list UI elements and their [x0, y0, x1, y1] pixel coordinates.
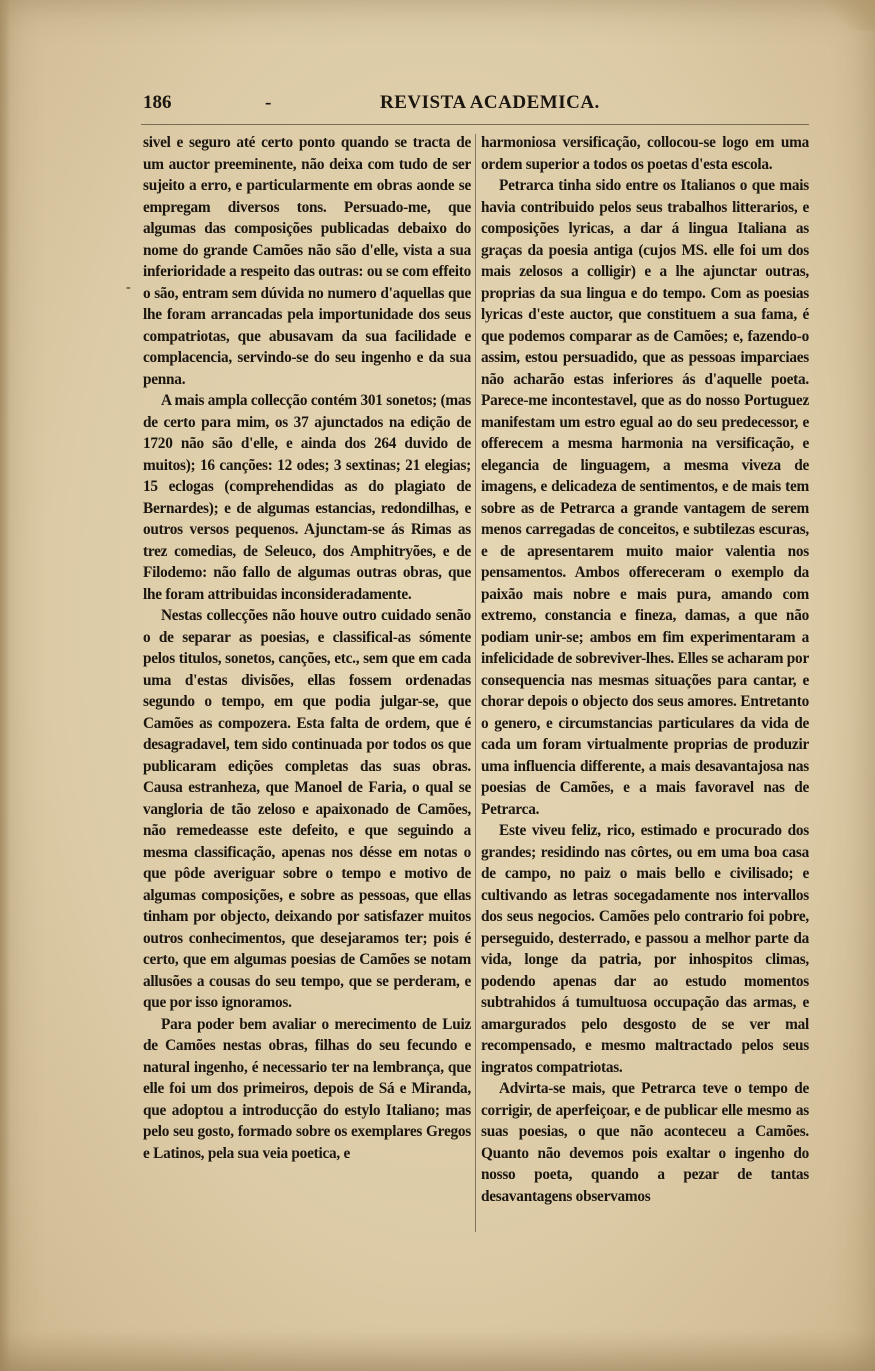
paragraph: Este viveu feliz, rico, estimado e procurado dos grandes; residindo nas côrtes, ou em uma boa casa de campo, no paiz o mais bello e civilisado; e cultivando as letras socegadamente nos intervallos dos seus negocios. Camões pelo contrario foi pobre, perseguido, desterrado, e passou a melhor parte da vida, longe da patria, por inhospitos climas, podendo apenas dar ao estudo momentos subtrahidos á tumultuosa occupação das armas, e amargurados pelo desgosto de se ver mal recompensado, e mesmo maltractado pelos seus ingratos compatriotas.	[481, 822, 809, 1076]
page-corner	[825, 0, 875, 30]
paragraph: Nestas collecções não houve outro cuidado senão o de separar as poesias, e classifical-as sómente pelos titulos, sonetos, canções, etc., sem que em cada uma d'estas divisões, ellas fossem ordenadas segundo o tempo, em que podia julgar-se, que Camões as compozera. Esta falta de ordem, que é desagradavel, tem sido continuada por todos os que publicaram edições completas das suas obras. Causa estranheza, que Manoel de Faria, o qual se vangloria de tão zeloso e apaixonado de Camões, não remedeasse este defeito, e que seguindo a mesma classificação, apenas nos désse em notas o que pôde averiguar sobre o tempo e motivo de algumas composições, e sobre as pessoas, que ellas tinham por objecto, deixando por satisfazer muitos outros conhecimentos, que desejaramos ter; pois é certo, que em algumas poesias de Camões se notam allusões a cousas do seu tempo, que se perderam, e que por isso ignoramos.	[143, 607, 471, 1011]
paragraph: Advirta-se mais, que Petrarca teve o tempo de corrigir, de aperfeiçoar, e de publicar elle mesmo as suas poesias, o que não aconteceu a Camões. Quanto não devemos pois exaltar o ingenho do nosso poeta, quando a pezar de tantas desavantagens observamos	[481, 1080, 809, 1205]
page-bottom-shade	[0, 1331, 875, 1371]
page-edge-shadow	[0, 0, 10, 1371]
paragraph: Para poder bem avaliar o merecimento de Luiz de Camões nestas obras, filhas do seu fecundo e natural ingenho, é necessario ter na lembrança, que elle foi um dos primeiros, depois de Sá e Miranda, que adoptou a introducção do estylo Italiano; mas pelo seu gosto, formado sobre os exemplares Gregos e Latinos, pela sua veia poetica, e	[143, 1015, 471, 1162]
page-number: 186	[143, 92, 172, 113]
margin-mark: -	[126, 280, 131, 295]
paragraph: sivel e seguro até certo ponto quando se tracta de um auctor preeminente, não deixa com tudo de ser sujeito a erro, e particularmente em obras aonde se empregam diversos tons. Persuado-me, que algumas das composições publicadas debaixo do nome do grande Camões não são d'elle, vista a sua inferioridade a respeito das outras: ou se com effeito o são, entram sem dúvida no numero d'aquellas que lhe foram arrancadas pela importunidade dos seus compatriotas, que abusavam da sua facilidade e complacencia, servindo-se do seu ingenho e da sua penna.	[143, 134, 471, 388]
journal-title: REVISTA ACADEMICA.	[380, 92, 600, 113]
header-rule	[141, 124, 809, 125]
paragraph: Petrarca tinha sido entre os Italianos o que mais havia contribuido pelos seus trabalhos litterarios, e composições lyricas, a dar á lingua Italiana as graças da poesia antiga (cujos MS. elle foi um dos mais zelosos a colligir) e a lhe ajunctar outras, proprias da sua lingua e do tempo. Com as poesias lyricas d'este auctor, que constituem a sua fama, é que podemos comparar as de Camões; e, fazendo-o assim, estou persuadido, que as pessoas imparciaes não acharão estas inferiores ás d'aquelle poeta. Parece-me incontestavel, que as do nosso Portuguez manifestam um estro egual ao do seu predecessor, e offerecem a mesma harmonia na versificação, e elegancia de linguagem, a mesma viveza de imagens, e delicadeza de sentimentos, e de mais tem sobre as de Petrarca a grande vantagem de serem menos carregadas de conceitos, e subtilezas escuras, e de apresentarem muito maior valentia nos pensamentos. Ambos offereceram o exemplo da paixão mais nobre e mais pura, amando com extremo, constancia e fineza, damas, a que não podiam unir-se; ambos em fim experimentaram a infelicidade de sobreviver-lhes. Elles se acharam por consequencia nas mesmas situações para cantar, e chorar depois o objecto dos seus amores. Entretanto o genero, e circumstancias particulares da vida de cada um foram virtualmente proprias de produzir uma influencia differente, a mais desavantajosa nas poesias de Camões, e a mais favoravel nas de Petrarca.	[481, 177, 809, 818]
paragraph: harmoniosa versificação, collocou-se logo em uma ordem superior a todos os poetas d'esta escola.	[481, 134, 809, 173]
header-dash: -	[265, 92, 272, 113]
column-divider	[475, 134, 476, 1232]
paragraph: A mais ampla collecção contém 301 sonetos; (mas de certo para mim, os 37 ajunctados na edição de 1720 não são d'elle, e ainda dos 264 duvido de muitos); 16 canções: 12 odes; 3 sextinas; 21 elegias; 15 eclogas (comprehendidas as do plagiato de Bernardes); e de algumas estancias, redondilhas, e outros versos pequenos. Ajunctam-se ás Rimas as trez comedias, de Seleuco, dos Amphitryões, e de Filodemo: não fallo de algumas outras obras, que lhe foram attribuidas inconsideradamente.	[143, 392, 471, 603]
running-header	[143, 92, 808, 122]
right-column	[481, 132, 809, 1207]
left-column	[143, 132, 471, 1164]
